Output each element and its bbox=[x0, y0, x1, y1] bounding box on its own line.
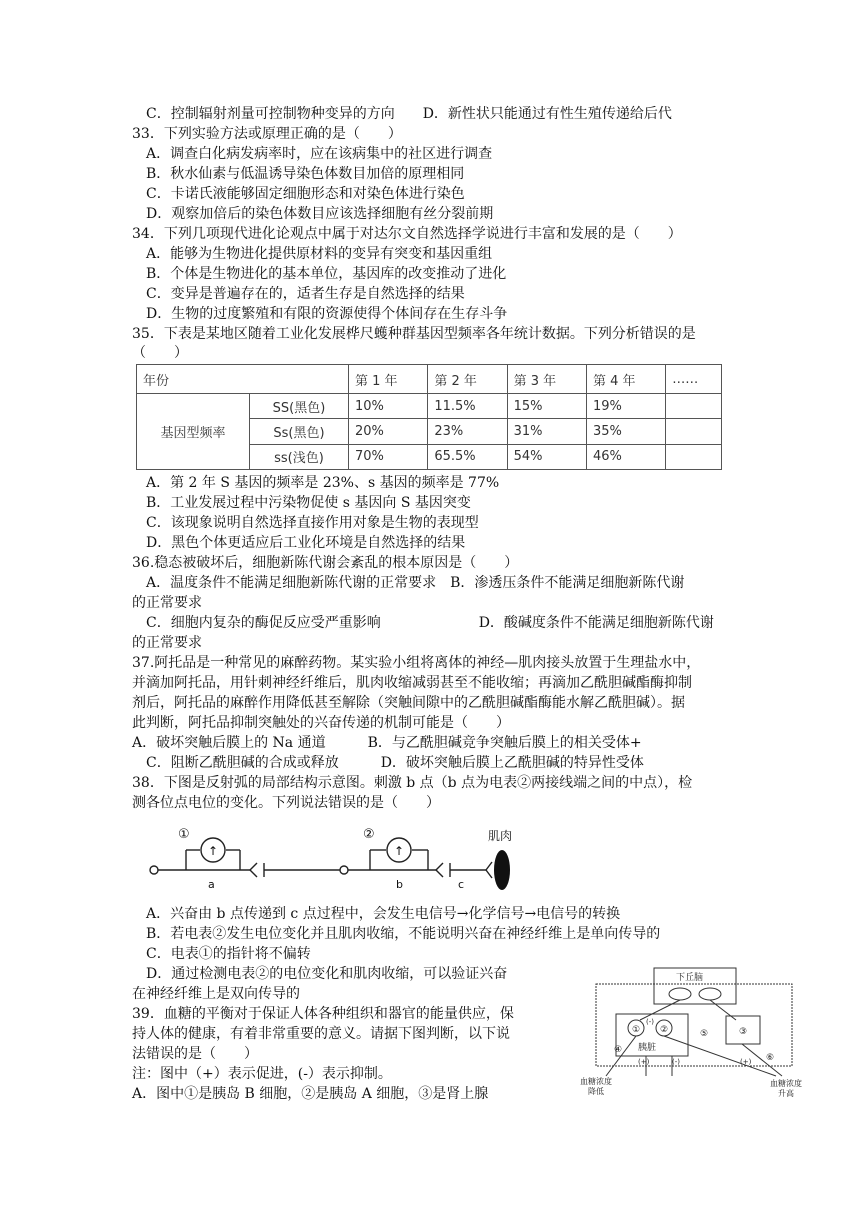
genotype-table bbox=[136, 364, 722, 470]
table-cell: 10% bbox=[349, 394, 428, 419]
path5-label: ⑤ bbox=[700, 1029, 709, 1039]
meter1-label: ① bbox=[178, 827, 190, 842]
minus-sign-bottom: (-) bbox=[672, 1058, 680, 1066]
table-cell: 46% bbox=[586, 444, 665, 469]
q39-stem: 39．血糖的平衡对于保证人体各种组织和器官的能量供应，保 bbox=[132, 1006, 514, 1022]
glucose-high-label-2: 升高 bbox=[778, 1089, 794, 1098]
cell3-label: ③ bbox=[739, 1027, 748, 1037]
meter1-needle-icon: ↑ bbox=[208, 844, 219, 858]
q37-stem-4: 此判断，阿托品抑制突触处的兴奋传递的机制可能是（ ） bbox=[132, 715, 510, 731]
table-cell: 15% bbox=[507, 394, 586, 419]
q34-option-b: B．个体是生物进化的基本单位，基因库的改变推动了进化 bbox=[146, 266, 507, 282]
table-cell bbox=[666, 394, 722, 419]
q38-option-c: C．电表①的指针将不偏转 bbox=[146, 946, 311, 962]
q36-option-c-d: C．细胞内复杂的酶促反应受严重影响 D．酸碱度条件不能满足细胞新陈代谢 bbox=[146, 615, 714, 631]
table-cell: 19% bbox=[586, 394, 665, 419]
q36-option-d-cont: 的正常要求 bbox=[132, 635, 202, 651]
hypothalamus-label: 下丘脑 bbox=[676, 973, 704, 983]
q36-option-a-b: A．温度条件不能满足细胞新陈代谢的正常要求 B．渗透压条件不能满足细胞新陈代谢 bbox=[146, 575, 685, 591]
q38-option-a: A．兴奋由 b 点传递到 c 点过程中，会发生电信号→化学信号→电信号的转换 bbox=[146, 906, 621, 922]
table-cell: 11.5% bbox=[428, 394, 507, 419]
table-cell: ss(浅色) bbox=[250, 444, 349, 469]
q35-stem: 35．下表是某地区随着工业化发展桦尺蠖种群基因型频率各年统计数据。下列分析错误的是 bbox=[132, 326, 696, 342]
path6-label: ⑥ bbox=[766, 1053, 775, 1063]
table-cell: 35% bbox=[586, 419, 665, 444]
q34-stem: 34．下列几项现代进化论观点中属于对达尔文自然选择学说进行丰富和发展的是（ ） bbox=[132, 226, 682, 242]
q33-option-c: C．卡诺氏液能够固定细胞形态和对染色体进行染色 bbox=[146, 186, 465, 202]
point-c-label: c bbox=[458, 878, 465, 891]
plus-sign-left: (+) bbox=[638, 1058, 650, 1066]
q37-option-a-b: A．破坏突触后膜上的 Na 通道 B．与乙酰胆碱竞争突触后膜上的相关受体+ bbox=[132, 735, 642, 751]
table-cell: 54% bbox=[507, 444, 586, 469]
table-row bbox=[137, 394, 722, 419]
q39-option-a: A．图中①是胰岛 B 细胞，②是胰岛 A 细胞，③是肾上腺 bbox=[132, 1086, 489, 1102]
q39-stem-2: 持人体的健康，有着非常重要的意义。请据下图判断，以下说 bbox=[132, 1026, 510, 1042]
table-header-more: …… bbox=[666, 365, 722, 394]
table-header-y3: 第 3 年 bbox=[507, 365, 586, 394]
q37-stem: 37.阿托品是一种常见的麻醉药物。某实验小组将离体的神经—肌肉接头放置于生理盐水中， bbox=[132, 655, 701, 671]
q38-option-b: B．若电表②发生电位变化并且肌肉收缩，不能说明兴奋在神经纤维上是单向传导的 bbox=[146, 926, 661, 942]
table-cell: 65.5% bbox=[428, 444, 507, 469]
glucose-regulation-diagram bbox=[576, 964, 814, 1100]
q36-option-b-cont: 的正常要求 bbox=[132, 595, 202, 611]
q34-option-d: D．生物的过度繁殖和有限的资源使得个体间存在生存斗争 bbox=[146, 306, 508, 322]
minus-sign-top: (-) bbox=[646, 1018, 654, 1026]
q35-option-a: A．第 2 年 S 基因的频率是 23%、s 基因的频率是 77% bbox=[146, 475, 500, 491]
q37-stem-3: 剂后，阿托品的麻醉作用降低甚至解除（突触间隙中的乙酰胆碱酯酶能水解乙酰胆碱）。据 bbox=[132, 695, 685, 711]
glucose-low-label-2: 降低 bbox=[588, 1087, 604, 1096]
glucose-high-label-1: 血糖浓度 bbox=[770, 1079, 802, 1088]
glucose-low-label-1: 血糖浓度 bbox=[580, 1077, 612, 1086]
path4-label: ④ bbox=[614, 1045, 623, 1055]
q39-stem-3: 法错误的是（ ） bbox=[132, 1046, 258, 1062]
table-header-y4: 第 4 年 bbox=[586, 365, 665, 394]
cell2-label: ② bbox=[660, 1025, 669, 1035]
q38-stem: 38．下图是反射弧的局部结构示意图。刺激 b 点（b 点为电表②两接线端之间的中点），检 bbox=[132, 775, 693, 791]
plus-sign-right: (+) bbox=[740, 1058, 752, 1066]
meter2-label: ② bbox=[363, 827, 375, 842]
meter2-needle-icon: ↑ bbox=[394, 844, 405, 858]
q39-note: 注：图中（+）表示促进，(-）表示抑制。 bbox=[132, 1066, 392, 1082]
cell1-label: ① bbox=[632, 1025, 641, 1035]
table-cell: 23% bbox=[428, 419, 507, 444]
table-cell: 20% bbox=[349, 419, 428, 444]
table-header-y1: 第 1 年 bbox=[349, 365, 428, 394]
q36-stem: 36.稳态被破坏后，细胞新陈代谢会紊乱的根本原因是（ ） bbox=[132, 555, 519, 571]
reflex-arc-diagram bbox=[140, 822, 530, 902]
table-cell bbox=[666, 444, 722, 469]
q38-stem-2: 测各位点电位的变化。下列说法错误的是（ ） bbox=[132, 795, 440, 811]
pancreas-label: 胰脏 bbox=[638, 1043, 657, 1053]
table-header-year: 年份 bbox=[137, 365, 349, 394]
table-cell: 31% bbox=[507, 419, 586, 444]
q34-option-c: C．变异是普遍存在的，适者生存是自然选择的结果 bbox=[146, 286, 465, 302]
point-a-label: a bbox=[208, 878, 215, 891]
point-b-label: b bbox=[396, 878, 403, 891]
q33-option-d: D．观察加倍后的染色体数目应该选择细胞有丝分裂前期 bbox=[146, 206, 494, 222]
q35-option-c: C．该现象说明自然选择直接作用对象是生物的表现型 bbox=[146, 515, 479, 531]
q35-option-d: D．黑色个体更适应后工业化环境是自然选择的结果 bbox=[146, 535, 466, 551]
q37-option-c-d: C．阻断乙酰胆碱的合成或释放 D．破坏突触后膜上乙酰胆碱的特异性受体 bbox=[146, 755, 644, 771]
q37-stem-2: 并滴加阿托品，用针刺神经纤维后，肌肉收缩减弱甚至不能收缩；再滴加乙酰胆碱酯酶抑制 bbox=[132, 675, 692, 691]
q33-option-a: A．调查白化病发病率时，应在该病集中的社区进行调查 bbox=[146, 146, 493, 162]
table-cell: Ss(黑色) bbox=[250, 419, 349, 444]
table-cell: 70% bbox=[349, 444, 428, 469]
muscle-shape bbox=[494, 850, 510, 890]
table-cell bbox=[666, 419, 722, 444]
table-cell: SS(黑色) bbox=[250, 394, 349, 419]
table-header-y2: 第 2 年 bbox=[428, 365, 507, 394]
table-group-label: 基因型频率 bbox=[137, 394, 250, 470]
q32-option-c-d: C．控制辐射剂量可控制物种变异的方向 D．新性状只能通过有性生殖传递给后代 bbox=[146, 106, 672, 122]
muscle-label: 肌肉 bbox=[488, 829, 513, 843]
q38-option-d: D．通过检测电表②的电位变化和肌肉收缩，可以验证兴奋 bbox=[146, 966, 508, 982]
q34-option-a: A．能够为生物进化提供原材料的变异有突变和基因重组 bbox=[146, 246, 493, 262]
q33-stem: 33．下列实验方法或原理正确的是（ ） bbox=[132, 126, 402, 142]
q35-option-b: B．工业发展过程中污染物促使 s 基因向 S 基因突变 bbox=[146, 495, 471, 511]
q35-stem-cont: （ ） bbox=[132, 345, 188, 361]
q38-option-d-cont: 在神经纤维上是双向传导的 bbox=[132, 986, 300, 1002]
q33-option-b: B．秋水仙素与低温诱导染色体数目加倍的原理相同 bbox=[146, 166, 465, 182]
